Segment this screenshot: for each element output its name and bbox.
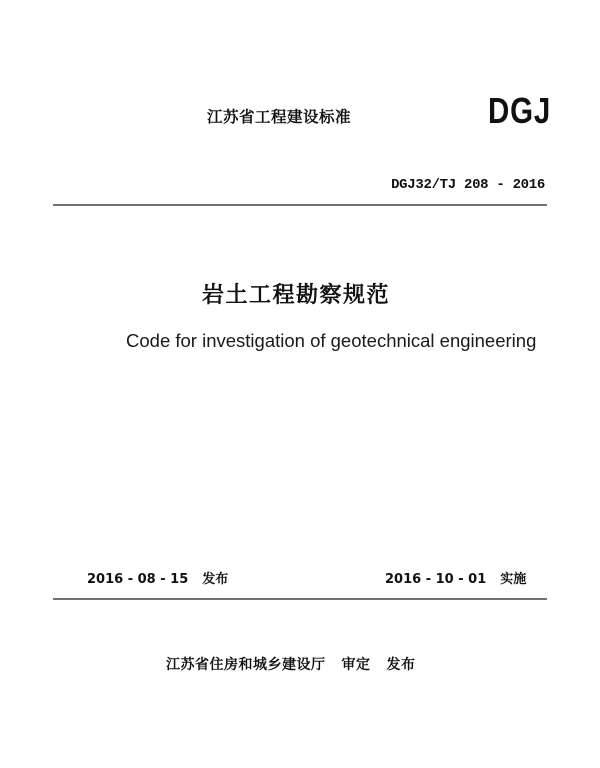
- effective-date: 2016 - 10 - 01: [385, 572, 487, 587]
- issue-date-line: [87, 570, 228, 590]
- standard-category: 江苏省工程建设标准: [207, 108, 352, 126]
- standard-number: DGJ32/TJ 208 - 2016: [391, 177, 545, 193]
- document-subtitle-english: Code for investigation of geotechnical engineering: [126, 330, 537, 351]
- effective-date-line: [385, 570, 526, 590]
- standard-code-logo: DGJ: [488, 90, 552, 131]
- approval-label: 审定: [341, 657, 371, 673]
- issue-date: 2016 - 08 - 15: [87, 572, 189, 587]
- bottom-divider: [53, 598, 547, 600]
- publisher-name: 江苏省住房和城乡建设厅: [166, 657, 326, 673]
- publisher-line: [166, 655, 416, 675]
- document-title: 岩土工程勘察规范: [202, 283, 391, 308]
- issue-label: 发布: [202, 572, 229, 587]
- publish-label: 发布: [386, 657, 416, 673]
- effective-label: 实施: [500, 572, 527, 587]
- top-divider: [53, 204, 547, 206]
